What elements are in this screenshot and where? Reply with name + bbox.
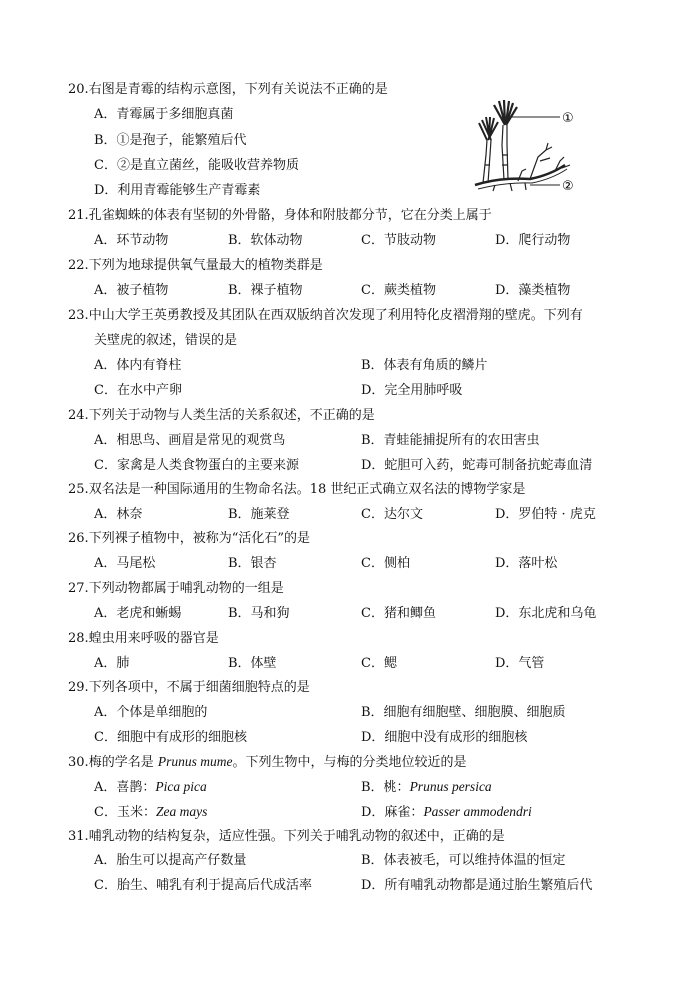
latin-name: Pica pica bbox=[155, 779, 207, 794]
option-25-d: D．罗伯特 · 虎克 bbox=[495, 507, 596, 522]
question-stem: 下列各项中，不属于细菌细胞特点的是 bbox=[88, 680, 310, 695]
option-30-d bbox=[361, 803, 532, 822]
option-31-b: B．体表被毛，可以维持体温的恒定 bbox=[361, 853, 566, 868]
question-number: 24. bbox=[68, 408, 89, 423]
option-28-b: B．体壁 bbox=[228, 656, 277, 671]
question-30 bbox=[68, 753, 466, 772]
option-20-b: B．①是孢子，能繁殖后代 bbox=[94, 133, 247, 148]
question-31 bbox=[68, 828, 505, 846]
latin-name: Prunus persica bbox=[409, 779, 492, 794]
option-27-c: C．猪和鲫鱼 bbox=[361, 606, 436, 621]
question-number: 21. bbox=[68, 208, 89, 223]
question-25 bbox=[68, 481, 525, 499]
option-24-b: B．青蛙能捕捉所有的农田害虫 bbox=[361, 433, 540, 448]
question-number: 31. bbox=[68, 829, 89, 844]
question-stem-rest: 。下列生物中，与梅的分类地位较近的是 bbox=[232, 755, 467, 770]
option-20-a: A．青霉属于多细胞真菌 bbox=[94, 107, 234, 122]
option-31-c: C．胎生、哺乳有利于提高后代成活率 bbox=[94, 878, 312, 893]
option-30-c bbox=[94, 803, 207, 822]
option-22-a: A．被子植物 bbox=[94, 283, 169, 298]
option-28-d: D．气管 bbox=[495, 656, 545, 671]
option-29-a: A．个体是单细胞的 bbox=[94, 705, 208, 720]
option-26-b: B．银杏 bbox=[228, 556, 277, 571]
option-25-a: A．林奈 bbox=[94, 507, 143, 522]
question-stem: 双名法是一种国际通用的生物命名法。18 世纪正式确立双名法的博物学家是 bbox=[88, 482, 526, 497]
option-31-a: A．胎生可以提高产仔数量 bbox=[94, 853, 247, 868]
option-31-d: D．所有哺乳动物都是通过胎生繁殖后代 bbox=[361, 878, 593, 893]
option-29-d: D．细胞中没有成形的细胞核 bbox=[361, 730, 528, 745]
option-29-c: C．细胞中有成形的细胞核 bbox=[94, 730, 247, 745]
option-23-c: C．在水中产卵 bbox=[94, 383, 182, 398]
option-30-b bbox=[361, 778, 492, 797]
option-label: B．桃： bbox=[361, 780, 410, 795]
option-22-b: B．裸子植物 bbox=[228, 283, 303, 298]
latin-name: Zea mays bbox=[155, 804, 208, 819]
option-24-c: C．家禽是人类食物蛋白的主要来源 bbox=[94, 458, 299, 473]
option-24-a: A．相思鸟、画眉是常见的观赏鸟 bbox=[94, 433, 286, 448]
question-number: 26. bbox=[68, 531, 89, 546]
question-number: 20. bbox=[68, 82, 89, 97]
question-stem: 孔雀蜘蛛的体表有坚韧的外骨骼，身体和附肢都分节，它在分类上属于 bbox=[88, 208, 492, 223]
option-21-b: B．软体动物 bbox=[228, 233, 303, 248]
option-27-d: D．东北虎和乌龟 bbox=[495, 606, 597, 621]
option-25-b: B．施莱登 bbox=[228, 507, 290, 522]
option-23-b: B．体表有角质的鳞片 bbox=[361, 358, 488, 373]
option-28-c: C．鳃 bbox=[361, 656, 397, 671]
question-23 bbox=[68, 307, 583, 325]
question-number: 27. bbox=[68, 581, 89, 596]
option-20-c: C．②是直立菌丝，能吸收营养物质 bbox=[94, 158, 299, 173]
option-23-d: D．完全用肺呼吸 bbox=[361, 383, 463, 398]
option-21-d: D．爬行动物 bbox=[495, 233, 571, 248]
question-28 bbox=[68, 630, 219, 648]
figure-label-2: ② bbox=[562, 179, 574, 194]
question-stem: 右图是青霉的结构示意图，下列有关说法不正确的是 bbox=[88, 82, 388, 97]
question-stem: 下列裸子植物中，被称为“活化石”的是 bbox=[88, 531, 310, 546]
latin-name: Passer ammodendri bbox=[423, 804, 532, 819]
option-27-b: B．马和狗 bbox=[228, 606, 290, 621]
question-stem: 蝗虫用来呼吸的器官是 bbox=[88, 631, 219, 646]
question-21 bbox=[68, 207, 492, 225]
question-number: 23. bbox=[68, 308, 89, 323]
option-22-c: C．蕨类植物 bbox=[361, 283, 436, 298]
option-23-a: A．体内有脊柱 bbox=[94, 358, 182, 373]
question-23-stem-line2: 关壁虎的叙述，错误的是 bbox=[94, 333, 238, 348]
question-stem: 下列为地球提供氧气量最大的植物类群是 bbox=[88, 258, 323, 273]
penicillium-diagram bbox=[460, 95, 590, 195]
question-number: 25. bbox=[68, 482, 89, 497]
option-27-a: A．老虎和蜥蜴 bbox=[94, 606, 182, 621]
option-30-a bbox=[94, 778, 207, 797]
option-26-a: A．马尾松 bbox=[94, 556, 156, 571]
question-29 bbox=[68, 679, 310, 697]
option-26-c: C．侧柏 bbox=[361, 556, 410, 571]
question-number: 28. bbox=[68, 631, 89, 646]
option-label: A．喜鹊： bbox=[94, 780, 156, 795]
option-20-d: D．利用青霉能够生产青霉素 bbox=[94, 183, 261, 198]
option-label: C．玉米： bbox=[94, 805, 156, 820]
question-number: 30. bbox=[68, 755, 89, 770]
option-24-d: D．蛇胆可入药，蛇毒可制备抗蛇毒血清 bbox=[361, 458, 593, 473]
figure-label-1: ① bbox=[562, 111, 574, 126]
question-number: 29. bbox=[68, 680, 89, 695]
question-22 bbox=[68, 257, 323, 275]
latin-name: Prunus mume bbox=[157, 754, 233, 769]
option-21-a: A．环节动物 bbox=[94, 233, 169, 248]
question-stem: 中山大学王英勇教授及其团队在西双版纳首次发现了利用特化皮褶滑翔的壁虎。下列有 bbox=[88, 308, 583, 323]
option-29-b: B．细胞有细胞壁、细胞膜、细胞质 bbox=[361, 705, 566, 720]
option-label: D．麻雀： bbox=[361, 805, 424, 820]
option-25-c: C．达尔文 bbox=[361, 507, 423, 522]
question-stem: 哺乳动物的结构复杂，适应性强。下列关于哺乳动物的叙述中，正确的是 bbox=[88, 829, 505, 844]
question-stem: 下列关于动物与人类生活的关系叙述，不正确的是 bbox=[88, 408, 375, 423]
option-26-d: D．落叶松 bbox=[495, 556, 558, 571]
option-21-c: C．节肢动物 bbox=[361, 233, 436, 248]
question-26 bbox=[68, 530, 310, 548]
question-stem: 下列动物都属于哺乳动物的一组是 bbox=[88, 581, 284, 596]
option-28-a: A．肺 bbox=[94, 656, 130, 671]
option-22-d: D．藻类植物 bbox=[495, 283, 571, 298]
question-number: 22. bbox=[68, 258, 89, 273]
question-24 bbox=[68, 407, 375, 425]
question-27 bbox=[68, 580, 284, 598]
question-stem: 梅的学名是 bbox=[88, 755, 158, 770]
question-20 bbox=[68, 81, 388, 99]
